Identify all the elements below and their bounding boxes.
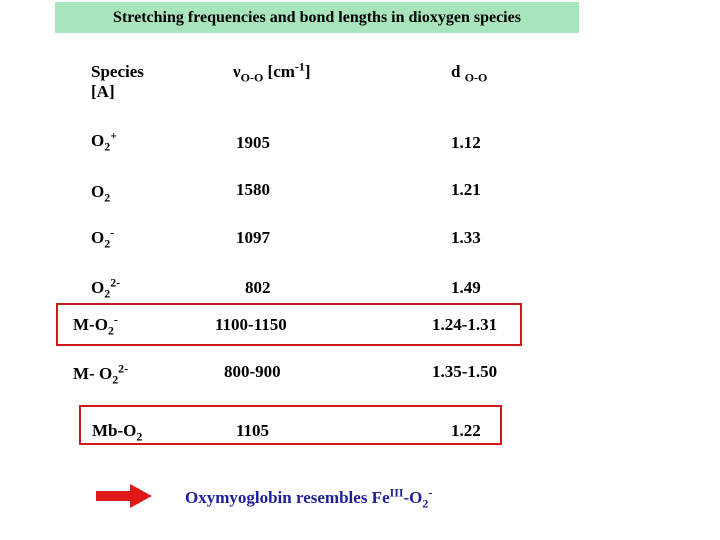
row-frequency: 1100-1150 bbox=[215, 315, 287, 334]
row-frequency: 1097 bbox=[236, 228, 270, 247]
species-header-line2: [A] bbox=[91, 82, 115, 101]
row-frequency: 802 bbox=[245, 278, 271, 297]
myoglobin-highlight-box bbox=[79, 405, 502, 445]
row-bond-length: 1.49 bbox=[451, 278, 481, 297]
row-species: $O_2^-$ bbox=[91, 225, 115, 251]
row-species: $O_2^{2-}$ bbox=[91, 275, 121, 301]
species-header bbox=[91, 62, 144, 102]
row-species: $M-O_2^-$ bbox=[73, 312, 118, 338]
conclusion-text: Oxymyoglobin resembles $Fe^{III}-O_2^-$ bbox=[185, 485, 433, 511]
title-text: Stretching frequencies and bond lengths in dioxygen species bbox=[113, 8, 521, 26]
d-symbol: d bbox=[451, 62, 461, 81]
row-bond-length: 1.22 bbox=[451, 421, 481, 440]
row-bond-length: 1.35-1.50 bbox=[432, 362, 498, 381]
row-species: $Mb-O_2$ bbox=[92, 421, 143, 444]
species-header-line1: Species bbox=[91, 62, 144, 81]
nu-symbol: ν bbox=[233, 62, 241, 81]
row-species: $O_2$ bbox=[91, 182, 111, 205]
row-frequency: 1905 bbox=[236, 133, 270, 152]
row-frequency: 1580 bbox=[236, 180, 270, 199]
bond-length-header bbox=[451, 62, 488, 85]
d-subscript: O-O bbox=[464, 70, 488, 85]
row-bond-length: 1.33 bbox=[451, 228, 481, 247]
row-species: $O_2^+$ bbox=[91, 128, 117, 154]
row-frequency: 800-900 bbox=[224, 362, 281, 381]
nu-subscript: O-O bbox=[240, 70, 264, 85]
row-bond-length: 1.24-1.31 bbox=[432, 315, 498, 334]
right-arrow-icon bbox=[96, 484, 152, 508]
row-bond-length: 1.21 bbox=[451, 180, 481, 199]
nu-unit-exponent: -1 bbox=[294, 59, 305, 74]
row-bond-length: 1.12 bbox=[451, 133, 481, 152]
slide-title bbox=[55, 2, 579, 33]
frequency-header bbox=[233, 59, 311, 85]
row-species: M- $O_2^{2-}$ bbox=[73, 361, 129, 387]
nu-unit: [cm bbox=[267, 62, 295, 81]
nu-unit-close: ] bbox=[304, 62, 311, 81]
row-frequency: 1105 bbox=[236, 421, 270, 440]
